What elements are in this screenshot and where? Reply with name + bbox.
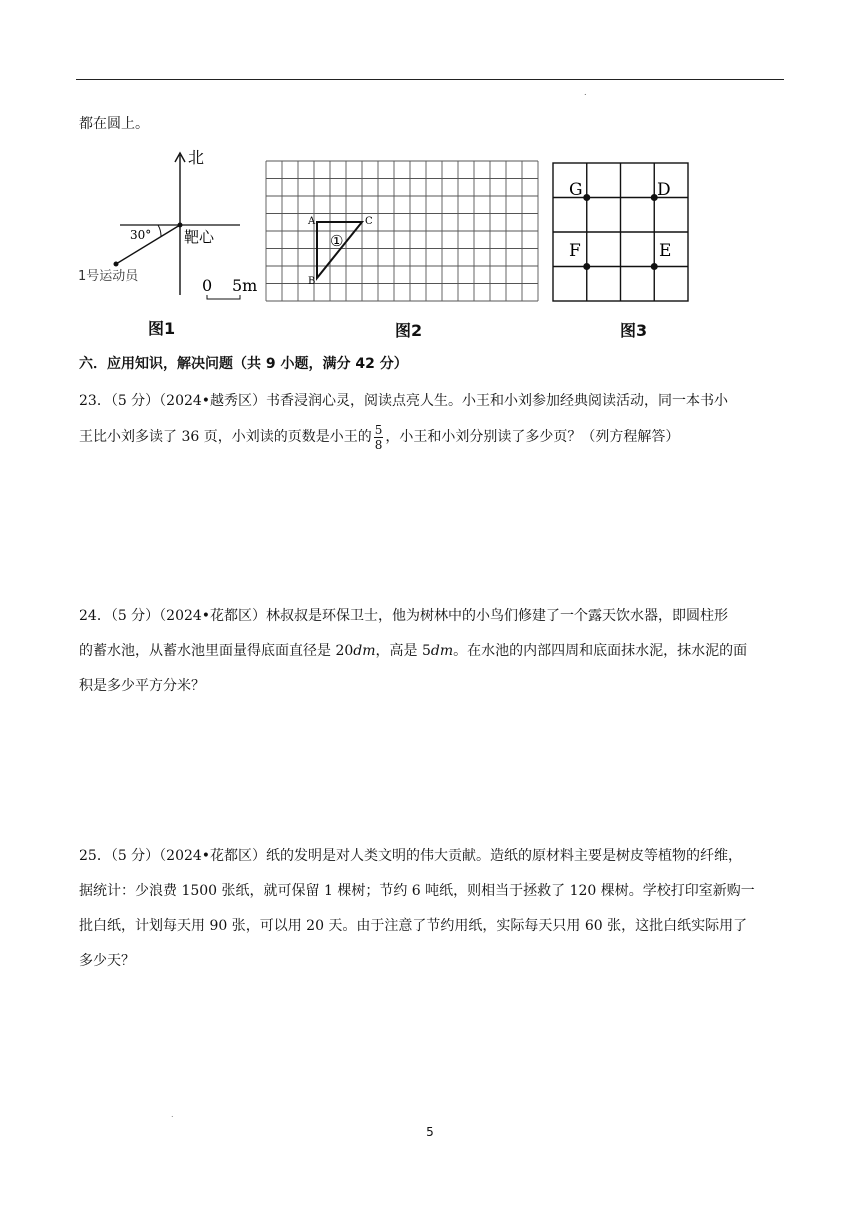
section-heading: 六．应用知识，解决问题（共 9 小题，满分 42 分） xyxy=(79,356,408,372)
figure-2-grid-diagram xyxy=(265,160,540,305)
question-23-text-after: ，小王和小刘分别读了多少页？（列方程解答） xyxy=(385,429,680,445)
figure-3-caption: 图3 xyxy=(620,321,648,340)
question-25-line-4: 多少天？ xyxy=(79,953,135,969)
question-25-line-3: 批白纸，计划每天用 90 张，可以用 20 天。由于注意了节约用纸，实际每天只用 60 张，这批白纸实际用了 xyxy=(79,918,748,934)
triangle-shape xyxy=(317,222,362,278)
header-dot: . xyxy=(584,88,587,97)
question-24-line-3: 积是多少平方分米？ xyxy=(79,678,205,694)
north-label: 北 xyxy=(188,148,205,167)
point-f-label: F xyxy=(569,241,581,261)
point-g xyxy=(583,194,590,201)
question-24-text-a: 的蓄水池，从蓄水池里面量得底面直径是 20 xyxy=(79,643,354,659)
point-d-label: D xyxy=(657,180,671,200)
point-e xyxy=(651,263,658,270)
point-g-label: G xyxy=(569,180,583,200)
figure-1-caption: 图1 xyxy=(148,319,176,338)
fraction-numerator: 5 xyxy=(374,422,383,437)
question-23-text-before: 王比小刘多读了 36 页，小刘读的页数是小王的 xyxy=(79,429,372,445)
target-center-point xyxy=(178,223,183,228)
shape-number-label: ① xyxy=(330,232,344,250)
scale-value-label: 5m xyxy=(232,276,258,295)
question-24-line-2 xyxy=(79,640,747,660)
point-a-label: A xyxy=(308,216,316,227)
question-25-line-2: 据统计：少浪费 1500 张纸，就可保留 1 棵树；节约 6 吨纸，则相当于拯救了 120 棵树。学校打印室新购一 xyxy=(79,883,755,899)
scale-zero-label: 0 xyxy=(202,276,213,295)
footer-dot: . xyxy=(171,1110,174,1119)
angle-label: 30° xyxy=(130,228,152,242)
unit-dm: dm xyxy=(353,643,376,659)
point-e-label: E xyxy=(659,241,672,261)
question-23-line-2 xyxy=(79,422,679,452)
point-c-label: C xyxy=(365,216,373,227)
scale-bar xyxy=(207,295,240,299)
figure-1-diagram xyxy=(78,145,260,305)
athlete-point xyxy=(114,262,119,267)
point-f xyxy=(583,263,590,270)
question-23-line-1: 23．（5 分）（2024•越秀区）书香浸润心灵，阅读点亮人生。小王和小刘参加经典阅读活动，同一本书小 xyxy=(79,393,729,409)
unit-dm: dm xyxy=(430,643,454,659)
target-label: 靶心 xyxy=(184,228,215,246)
fraction-denominator: 8 xyxy=(374,437,383,452)
question-25-line-1: 25．（5 分）（2024•花都区）纸的发明是对人类文明的伟大贡献。造纸的原材料主要是树皮等植物的纤维， xyxy=(79,848,743,864)
question-24-text-b: ，高是 5 xyxy=(375,643,431,659)
grid-lines xyxy=(266,161,538,301)
point-b-label: B xyxy=(308,276,316,287)
athlete-label: 1号运动员 xyxy=(78,269,139,284)
question-24-text-c: 。在水池的内部四周和底面抹水泥，抹水泥的面 xyxy=(453,643,748,659)
angle-arc xyxy=(158,225,161,236)
figure-2-caption: 图2 xyxy=(395,321,423,340)
figure-3-grid-diagram xyxy=(551,161,691,304)
header-rule xyxy=(76,79,784,80)
question-24-line-1: 24．（5 分）（2024•花都区）林叔叔是环保卫士，他为树林中的小鸟们修建了一个露天饮水器，即圆柱形 xyxy=(79,608,729,624)
page-number: 5 xyxy=(426,1125,434,1139)
intro-line: 都在圆上。 xyxy=(79,116,149,132)
fraction xyxy=(374,423,384,452)
